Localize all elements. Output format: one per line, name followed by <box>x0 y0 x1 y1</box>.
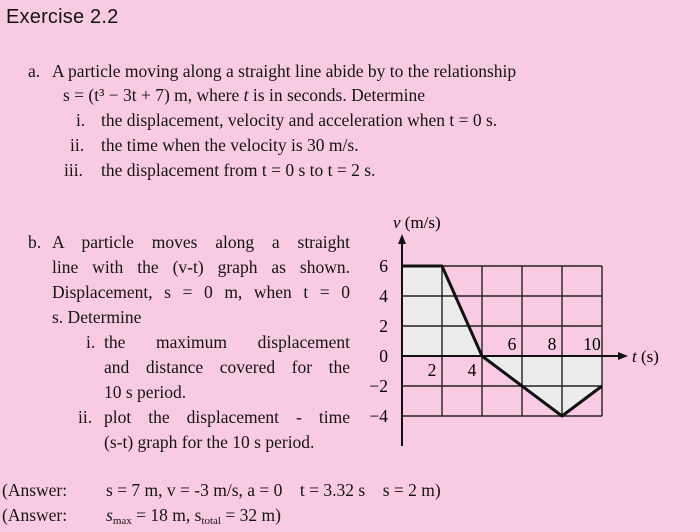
y-axis-label: v (m/s) <box>393 213 441 232</box>
part-a-item-ii-text: the time when the velocity is 30 m/s. <box>101 135 359 155</box>
part-b-item-i-num: i. <box>86 332 96 352</box>
answer-1-label: (Answer: <box>2 480 68 500</box>
part-b-item-i-line2: and distance covered for the <box>104 357 350 377</box>
y-tick-label: 4 <box>379 286 388 306</box>
part-a-line2: s = (t³ − 3t + 7) m, where t is in seconds. Determine <box>63 85 425 105</box>
part-b-item-ii-num: ii. <box>78 407 93 427</box>
answer-2-label: (Answer: <box>2 505 68 525</box>
x-tick-label: 8 <box>547 334 557 354</box>
part-a-item-i-text: the displacement, velocity and acceleration when t = 0 s. <box>101 110 498 130</box>
x-tick-label: 10 <box>583 334 601 354</box>
part-b-item-ii-line1: plot the displacement - time <box>104 407 350 427</box>
y-tick-labels <box>369 256 388 426</box>
v-axis-arrowhead <box>398 234 406 244</box>
x-tick-label: 4 <box>467 360 477 380</box>
part-b-label: b. <box>28 232 42 252</box>
part-b-line4: s. Determine <box>52 307 142 327</box>
exercise-title: Exercise 2.2 <box>6 6 119 28</box>
t-axis-arrowhead <box>618 352 628 360</box>
part-b-item-i-line1: the maximum displacement <box>104 332 350 352</box>
y-tick-label: −2 <box>369 376 388 396</box>
y-tick-label: −4 <box>369 406 388 426</box>
part-a-item-ii-num: ii. <box>70 135 85 155</box>
x-axis-label: t (s) <box>632 347 659 366</box>
part-a-item-i-num: i. <box>76 110 86 130</box>
part-a-item-iii-text: the displacement from t = 0 s to t = 2 s. <box>101 160 376 180</box>
part-b-line1: A particle moves along a straight <box>52 232 350 252</box>
part-b-item-i-line3: 10 s period. <box>104 382 187 402</box>
answer-2-text: $s_{max} = 18$ m, $s_{total} = 32$ m) <box>106 505 281 527</box>
y-tick-label: 6 <box>379 256 388 276</box>
y-tick-label: 2 <box>379 316 388 336</box>
part-a-label: a. <box>28 61 41 81</box>
part-a-item-iii-num: iii. <box>64 160 83 180</box>
part-b-line3: Displacement, s = 0 m, when t = 0 <box>52 282 350 302</box>
answer-1-text: s = 7 m, v = -3 m/s, a = 0 t = 3.32 s s = 2 m) <box>106 480 441 500</box>
x-tick-label: 2 <box>427 360 437 380</box>
part-b-item-ii-line2: (s-t) graph for the 10 s period. <box>104 432 315 452</box>
y-tick-label: 0 <box>379 346 388 366</box>
part-a-line1: A particle moving along a straight line abide by to the relationship <box>52 61 517 81</box>
part-b-line2: line with the (v-t) graph as shown. <box>52 257 350 277</box>
x-tick-label: 6 <box>507 334 517 354</box>
